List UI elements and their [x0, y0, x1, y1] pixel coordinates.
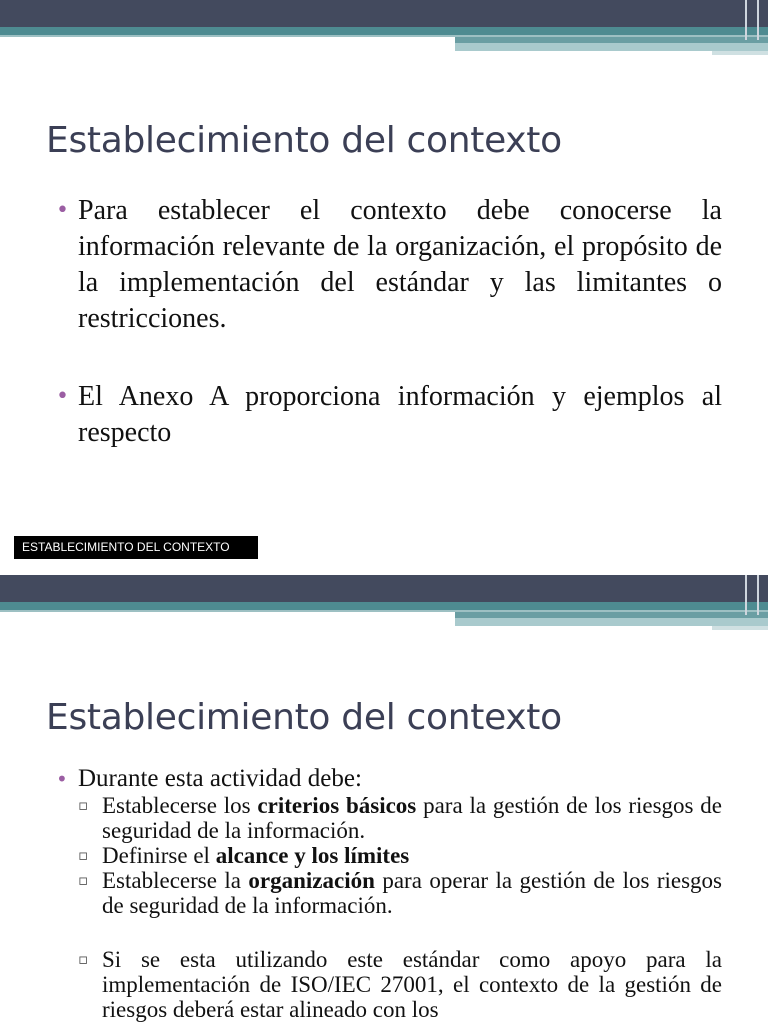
slide-footer-label: ESTABLECIMIENTO DEL CONTEXTO: [14, 536, 258, 559]
slide-title: Establecimiento del contexto: [46, 120, 562, 161]
bullet-intro: Durante esta actividad debe:: [78, 765, 362, 792]
bullet-item: • El Anexo A proporciona información y ejemplos al respecto: [56, 379, 722, 451]
sub-item: ▫ Definirse el alcance y los límites: [56, 843, 722, 868]
slide-2: [0, 575, 768, 1024]
slide-header-decoration: [0, 575, 768, 645]
slide-header-decoration: [0, 0, 768, 70]
sub-item: ▫ Si se esta utilizando este estándar como apoyo para la implementación de ISO/IEC 27001, el contexto de la gestión de riesgos deberá estar alineado con los: [56, 947, 722, 1022]
sub-item: ▫ Establecerse la organización para operar la gestión de los riesgos de seguridad de la información.: [56, 868, 722, 918]
bullet-item: • Para establecer el contexto debe conocerse la información relevante de la organización, el propósito de la implementación del estándar y las limitantes o restricciones.: [56, 193, 722, 337]
slide-title: Establecimiento del contexto: [46, 697, 562, 738]
slide-body: [56, 765, 722, 1022]
sub-item: ▫ Establecerse los criterios básicos para la gestión de los riesgos de seguridad de la información.: [56, 793, 722, 843]
slide-body: [56, 193, 722, 451]
bullet-item: [56, 765, 722, 793]
